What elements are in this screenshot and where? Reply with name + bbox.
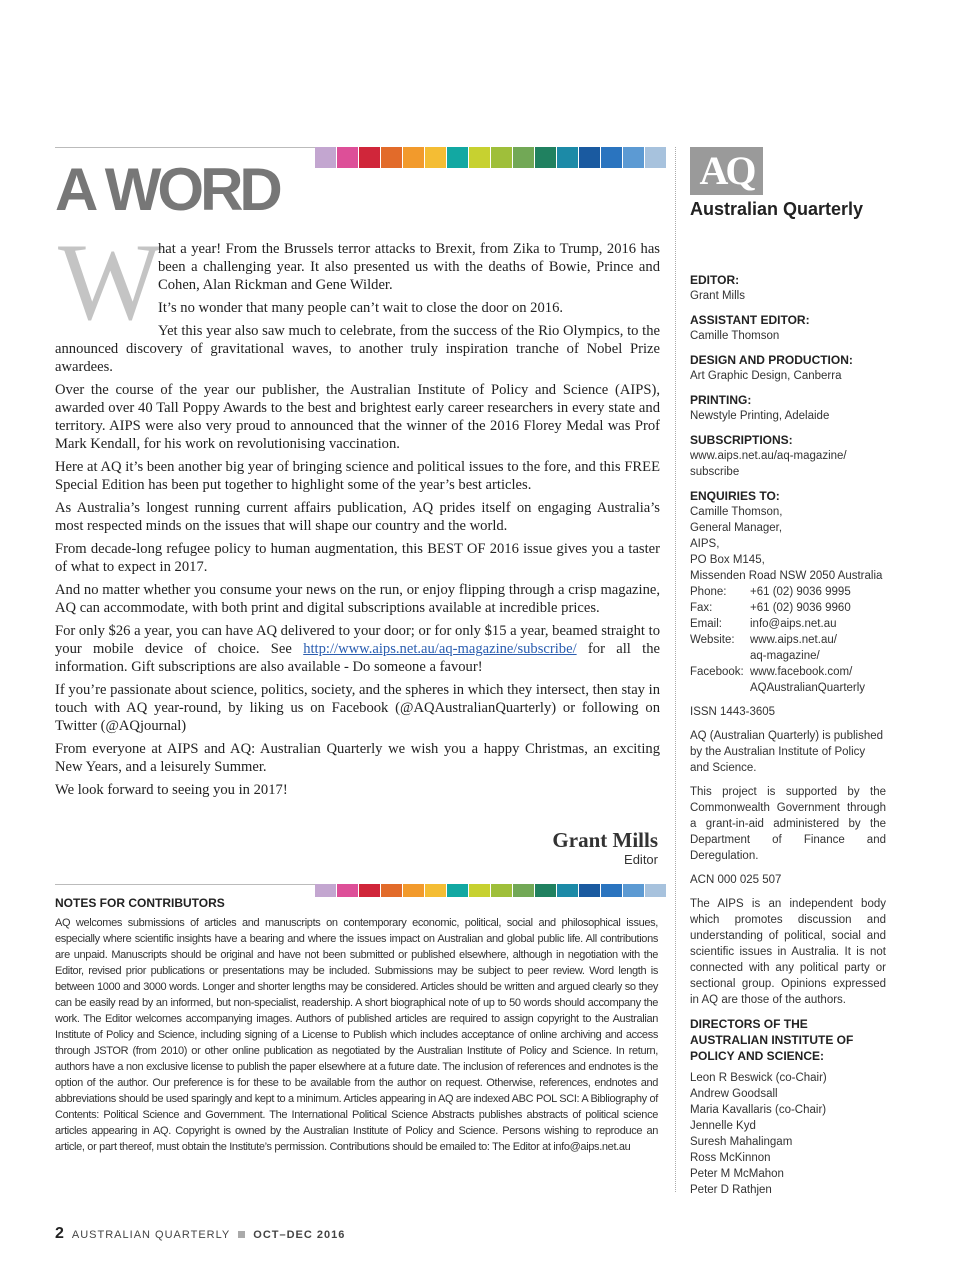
issue-date: OCT–DEC 2016 <box>253 1229 346 1241</box>
contact-row <box>690 664 890 696</box>
color-swatch <box>645 884 666 897</box>
editor-label: EDITOR: <box>690 273 740 287</box>
paragraph: If you’re passionate about science, politics, society, and the spheres in which they intersect, then stay in touch with AQ year-round, by liking us on Facebook (@AQAustralianQuarterly) or following on Twitter (@AQjournal) <box>55 682 660 734</box>
paragraph: From everyone at AIPS and AQ: Australian Quarterly we wish you a happy Christmas, an exciting New Years, and a leisurely Summer. <box>55 741 660 775</box>
subscriptions-value: www.aips.net.au/aq-magazine/ subscribe <box>690 450 847 478</box>
contact-value: info@aips.net.au <box>750 618 837 630</box>
contact-row <box>690 632 890 664</box>
contact-row <box>690 600 890 616</box>
color-swatch <box>557 884 578 897</box>
color-swatch <box>403 884 424 897</box>
assistant-editor-label: ASSISTANT EDITOR: <box>690 313 810 327</box>
design-value: Art Graphic Design, Canberra <box>690 370 842 382</box>
editorial-body <box>55 240 660 804</box>
notes-title: NOTES FOR CONTRIBUTORS <box>55 896 225 910</box>
color-bar-notes <box>315 884 667 897</box>
notes-rule <box>55 884 315 885</box>
color-swatch <box>601 147 622 168</box>
color-swatch <box>381 884 402 897</box>
assistant-editor-value: Camille Thomson <box>690 330 780 342</box>
contact-value: www.aips.net.au/ aq-magazine/ <box>750 634 837 662</box>
notes-body: AQ welcomes submissions of articles and manuscripts on contemporary economic, political, social and philosophical issues, especially where scientific insights have a bearing and where the issues impact on Australian and global public life. All contributions are unpaid. Manuscripts should be original and have not been submitted or published elsewhere, although in negotiation with the Editor, revised prior publications or presentations may be included. Submissions may be subject to peer review. Word length is between 1000 and 3000 words. Longer and shorter lengths may be considered. Articles should be written and argued clearly so they can be easily read by an informed, but non-specialist, readership. A short biographical note of up to 50 words should accompany the work. The Editor welcomes accompanying images. Authors of published articles are required to assign copyright to the Australian Institute of Policy and Science, including signing of a License to Publish which includes acceptance of online archiving and access through JSTOR (from 2010) or other online publication as negotiated by the Australian Institute of Policy and Science. In return, authors have a non exclusive license to publish the paper elsewhere at a future date. The inclusion of references and endnotes is the option of the author. Our preference is for these to be available from the author on request. Otherwise, references, endnotes and abbreviations should be used sparingly and kept to a minimum. Articles appearing in AQ are indexed ABC POL SCI: A Bibliography of Contents: Political Science and Government. The International Political Science Abstracts publishes abstracts of political science articles appearing in AQ. Copyright is owned by the Australian Institute of Policy and Science. Persons wishing to reproduce an article, or part thereof, must obtain the Institute’s permission. Contributions should be emailed to: The Editor at info@aips.net.au <box>55 917 658 1153</box>
paragraph: It’s no wonder that many people can’t wait to close the door on 2016. <box>158 300 564 316</box>
contact-key: Email: <box>690 618 722 630</box>
page-number: 2 <box>55 1225 64 1242</box>
color-swatch <box>359 147 380 168</box>
contact-key: Phone: <box>690 586 727 598</box>
contact-value: +61 (02) 9036 9960 <box>750 602 851 614</box>
color-swatch <box>469 147 490 168</box>
contact-value: +61 (02) 9036 9995 <box>750 586 851 598</box>
paragraph: As Australia’s longest running current affairs publication, AQ prides itself on engaging Australia’s most respected minds on the issues that will shape our country and the world. <box>55 500 660 534</box>
director-name: Andrew Goodsall <box>690 1088 778 1100</box>
color-swatch <box>535 147 556 168</box>
page-footer <box>55 1225 345 1243</box>
publication-name: AUSTRALIAN QUARTERLY <box>71 1229 231 1241</box>
color-swatch <box>491 884 512 897</box>
aips-description: The AIPS is an independent body which promotes discussion and understanding of political, social and scientific issues in Australia. It is not connected with any political party or sectional group. Opinions expressed in AQ are those of the authors. <box>690 898 886 1006</box>
color-swatch <box>535 884 556 897</box>
enquiries-line: AIPS, <box>690 538 720 550</box>
paragraph: Here at AQ it’s been another big year of bringing science and political issues to the fore, and this FREE Special Edition has been put together to highlight some of the year’s best articles. <box>55 459 660 493</box>
enquiries-label: ENQUIRIES TO: <box>690 489 780 503</box>
contact-key: Facebook: <box>690 666 744 678</box>
signature-name: Grant Mills <box>552 828 658 852</box>
director-name: Suresh Mahalingam <box>690 1136 793 1148</box>
aq-logo: AQ <box>690 147 763 195</box>
color-swatch <box>315 884 336 897</box>
paragraph: hat a year! From the Brussels terror attacks to Brexit, from Zika to Trump, 2016 has been a challenging year. It also presented us with the deaths of Bowie, Prince and Cohen, Alan Rickman and Gene Wilder. <box>158 241 660 293</box>
color-swatch <box>645 147 666 168</box>
color-swatch <box>579 147 600 168</box>
color-swatch <box>337 884 358 897</box>
director-name: Ross McKinnon <box>690 1152 771 1164</box>
paragraph: Yet this year also saw much to celebrate, from the success of the Rio Olympics, to the announced discovery of gravitational waves, to another truly inspiration tranche of Nobel Prize awardees. <box>55 323 660 375</box>
published-note: AQ (Australian Quarterly) is published by the Australian Institute of Policy and Science. <box>690 730 884 774</box>
enquiries-line: Missenden Road NSW 2050 Australia <box>690 570 883 582</box>
contact-key: Fax: <box>690 602 713 614</box>
director-name: Jennelle Kyd <box>690 1120 756 1132</box>
director-name: Peter D Rathjen <box>690 1184 772 1196</box>
masthead <box>690 272 890 1206</box>
color-swatch <box>513 884 534 897</box>
prices-text: For only $26 a year, you can have AQ delivered to your door; or for only $15 a year, beamed straight to your mobile device of choice. See <box>55 623 660 657</box>
drop-cap: W <box>58 221 162 343</box>
color-swatch <box>491 147 512 168</box>
color-swatch <box>623 884 644 897</box>
page-title: A WORD <box>55 156 279 223</box>
color-bar-top <box>315 147 667 168</box>
color-swatch <box>337 147 358 168</box>
prices-text-after: for all the information. Gift subscriptions are also available - Do someone a favour! <box>55 641 660 675</box>
signature-role: Editor <box>624 852 658 867</box>
support-note: This project is supported by the Commonwealth Government through a grant-in-aid administered by the Department of Finance and Deregulation. <box>690 786 886 862</box>
director-name: Maria Kavallaris (co-Chair) <box>690 1104 827 1116</box>
color-swatch <box>579 884 600 897</box>
title-rule <box>55 147 315 148</box>
printing-label: PRINTING: <box>690 393 752 407</box>
color-swatch <box>469 884 490 897</box>
contact-row <box>690 584 890 600</box>
enquiries-line: Camille Thomson, <box>690 506 783 518</box>
issn: ISSN 1443-3605 <box>690 706 776 718</box>
subscriptions-label: SUBSCRIPTIONS: <box>690 433 793 447</box>
contact-key: Website: <box>690 634 735 646</box>
color-swatch <box>425 884 446 897</box>
enquiries-line: General Manager, <box>690 522 783 534</box>
color-swatch <box>447 147 468 168</box>
color-swatch <box>513 147 534 168</box>
brand-name: Australian Quarterly <box>690 199 864 219</box>
color-swatch <box>557 147 578 168</box>
separator-square <box>238 1231 245 1238</box>
color-swatch <box>601 884 622 897</box>
sidebar-divider <box>675 147 677 1192</box>
contact-row <box>690 616 890 632</box>
subscribe-link[interactable]: http://www.aips.net.au/aq-magazine/subscribe/ <box>303 641 577 657</box>
printing-value: Newstyle Printing, Adelaide <box>690 410 830 422</box>
acn: ACN 000 025 507 <box>690 874 782 886</box>
color-swatch <box>447 884 468 897</box>
color-swatch <box>425 147 446 168</box>
paragraph: From decade-long refugee policy to human augmentation, this BEST OF 2016 issue gives you a taster of what to expect in 2017. <box>55 541 660 575</box>
director-name: Leon R Beswick (co-Chair) <box>690 1072 827 1084</box>
color-swatch <box>623 147 644 168</box>
director-name: Peter M McMahon <box>690 1168 784 1180</box>
enquiries-line: PO Box M145, <box>690 554 765 566</box>
paragraph: And no matter whether you consume your news on the run, or enjoy flipping through a crisp magazine, AQ can accommodate, with both print and digital subscriptions available at incredible prices. <box>55 582 660 616</box>
design-label: DESIGN AND PRODUCTION: <box>690 353 853 367</box>
contact-value: www.facebook.com/ AQAustralianQuarterly <box>750 666 866 694</box>
color-swatch <box>403 147 424 168</box>
paragraph-prices <box>55 622 660 676</box>
color-swatch <box>381 147 402 168</box>
editor-value: Grant Mills <box>690 290 745 302</box>
color-swatch <box>315 147 336 168</box>
color-swatch <box>359 884 380 897</box>
directors-label: DIRECTORS OF THE AUSTRALIAN INSTITUTE OF POLICY AND SCIENCE: <box>690 1017 854 1063</box>
paragraph: Over the course of the year our publisher, the Australian Institute of Policy and Science (AIPS), awarded over 40 Tall Poppy Awards to the best and brightest early career researchers in every state and territory. AIPS were also very proud to announced that the winner of the 2016 Florey Medal was Prof Mark Kendall, for his work on revolutionising vaccination. <box>55 382 660 452</box>
paragraph: We look forward to seeing you in 2017! <box>55 782 288 798</box>
